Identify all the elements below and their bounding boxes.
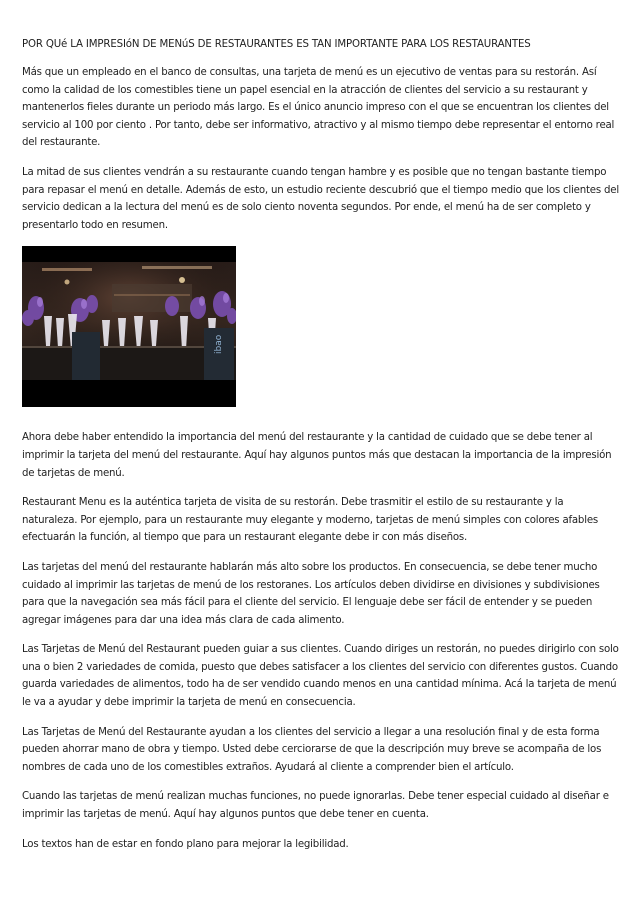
paragraph-customers-time: La mitad de sus clientes vendrán a su restaurante cuando tengan hambre y es posible que no tengan bastante tiempo para repasar el menú en detalle. Además de esto, un estudio reciente descubrió que el tiempo medio que los clientes del servicio dedican a la lectura del menú es de solo ciento noventa segundos. Por ende, el menú ha de ser completo y presentarlo todo en resumen.: [22, 166, 619, 231]
signage-right-text: ibao: [214, 335, 224, 355]
restaurant-photo: [22, 246, 236, 407]
document-page: [22, 38, 620, 865]
paragraph-final-decision: Las Tarjetas de Menú del Restaurante ayudan a los clientes del servicio a llegar a una resolución final y de esta forma pueden ahorrar mano de obra y tiempo. Usted debe cerciorarse de que la descripción muy breve se acompaña de los nombres de cada uno de los comestibles extraños. Ayudará al cliente a comprender bien el artículo.: [22, 726, 602, 773]
paragraph-functions: Cuando las tarjetas de menú realizan muchas funciones, no puede ignorarlas. Debe tener especial cuidado al diseñar e imprimir las tarjetas de menú. Aquí hay algunos puntos que debe tener en cuenta.: [22, 791, 609, 821]
document-title: POR QUé LA IMPRESIóN DE MENúS DE RESTAURANTES ES TAN IMPORTANTE PARA LOS RESTAURANTES: [22, 39, 531, 50]
paragraph-importance: Ahora debe haber entendido la importancia del menú del restaurante y la cantidad de cuidado que se debe tener al imprimir la tarjeta del menú del restaurante. Aquí hay algunos puntos más que destacan la importancia de la impresión de tarjetas de menú.: [22, 432, 612, 479]
paragraph-intro: Más que un empleado en el banco de consultas, una tarjeta de menú es un ejecutivo de ventas para su restorán. Así como la calidad de los comestibles tiene un papel esencial en la atracción de clientes del servicio a su restaurant y mantenerlos fieles durante un periodo más largo. Es el único anuncio impreso con el que se encuentran los clientes del servicio al 100 por ciento . Por tanto, debe ser informativo, atractivo y al mismo tiempo debe representar el entorno real del restaurante.: [22, 67, 615, 149]
paragraph-guide-clients: Las Tarjetas de Menú del Restaurant pueden guiar a sus clientes. Cuando diriges un restorán, no puedes dirigirlo con solo una o bien 2 variedades de comida, puesto que debes satisfacer a los clientes del servicio con diferentes gustos. Cuando guarda variedades de alimentos, todo ha de ser vendido cuando menos en una cantidad mínima. Acá la tarjeta de menú le va a ayudar y debe imprimir la tarjeta de menú en consecuencia.: [22, 644, 619, 709]
paragraph-products: Las tarjetas del menú del restaurante hablarán más alto sobre los productos. En consecuencia, se debe tener mucho cuidado al imprimir las tarjetas de menú de los restoranes. Los artículos deben dividirse en divisiones y subdivisiones para que la navegación sea más fácil para el cliente del servicio. El lenguaje debe ser fácil de entender y se pueden agregar imágenes para dar una idea más clara de cada alimento.: [22, 561, 600, 626]
paragraph-plain-background: Los textos han de estar en fondo plano para mejorar la legibilidad.: [22, 838, 349, 850]
paragraph-business-card: Restaurant Menu es la auténtica tarjeta de visita de su restorán. Debe trasmitir el estilo de su restaurante y la naturaleza. Por ejemplo, para un restaurante muy elegante y moderno, tarjetas de menú simples con colores afables efectuarán la función, al tiempo que para un restaurant elegante debe ir con más diseños.: [22, 497, 598, 544]
